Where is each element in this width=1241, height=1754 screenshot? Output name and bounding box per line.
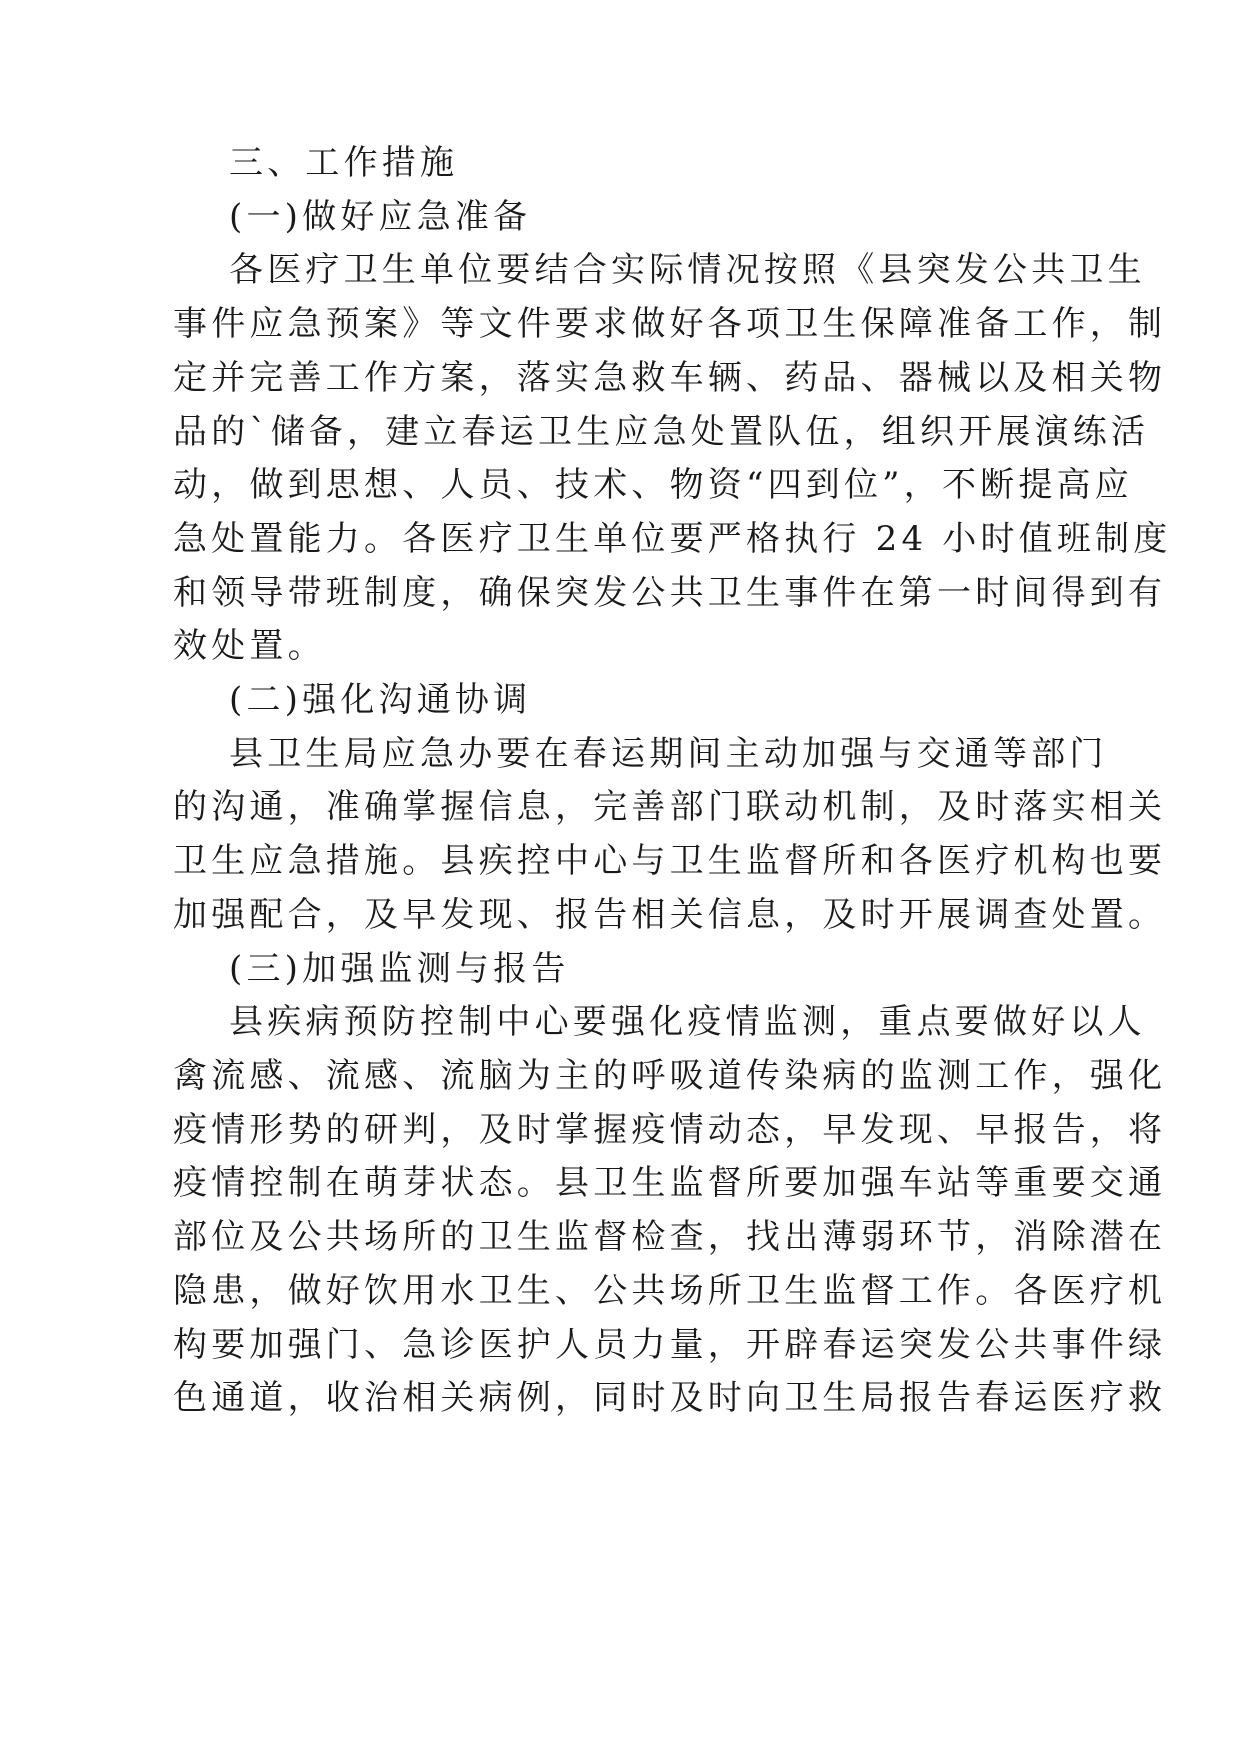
paragraph-line: 加强配合，及早发现、报告相关信息，及时开展调查处置。 (173, 895, 1167, 935)
paragraph-line: 卫生应急措施。县疾控中心与卫生监督所和各医疗机构也要 (173, 841, 1167, 881)
paragraph-line: 疫情控制在萌芽状态。县卫生监督所要加强车站等重要交通 (173, 1163, 1167, 1203)
paragraph-line: 品的`储备，建立春运卫生应急处置队伍，组织开展演练活 (173, 412, 1150, 452)
paragraph-line: 各医疗卫生单位要结合实际情况按照《县突发公共卫生 (229, 250, 1146, 290)
paragraph-line: 构要加强门、急诊医护人员力量，开辟春运突发公共事件绿 (173, 1325, 1167, 1365)
paragraph-line: 疫情形势的研判，及时掌握疫情动态，早发现、早报告，将 (173, 1110, 1167, 1150)
paragraph-line: 动，做到思想、人员、技术、物资“四到位”，不断提高应 (173, 465, 1133, 505)
paragraph-line: 禽流感、流感、流脑为主的呼吸道传染病的监测工作，强化 (173, 1056, 1167, 1096)
paragraph-line: 急处置能力。各医疗卫生单位要严格执行 24 小时值班制度 (173, 519, 1172, 559)
paragraph-line: 效处置。 (173, 626, 326, 666)
paragraph-line: 事件应急预案》等文件要求做好各项卫生保障准备工作，制 (173, 304, 1167, 344)
paragraph-line: 县疾病预防控制中心要强化疫情监测，重点要做好以人 (229, 1002, 1146, 1042)
paragraph-line: 部位及公共场所的卫生监督检查，找出薄弱环节，消除潜在 (173, 1217, 1167, 1257)
paragraph-line: 和领导带班制度，确保突发公共卫生事件在第一时间得到有 (173, 573, 1167, 613)
paragraph-line: 的沟通，准确掌握信息，完善部门联动机制，及时落实相关 (173, 787, 1167, 827)
paragraph-line: 县卫生局应急办要在春运期间主动加强与交通等部门 (229, 734, 1108, 774)
subsection-heading: (三)加强监测与报告 (229, 949, 570, 989)
paragraph-line: 定并完善工作方案，落实急救车辆、药品、器械以及相关物 (173, 358, 1167, 398)
paragraph-line: 色通道，收治相关病例，同时及时向卫生局报告春运医疗救 (173, 1378, 1167, 1418)
subsection-heading: (二)强化沟通协调 (229, 680, 532, 720)
section-heading: 三、工作措施 (229, 143, 459, 183)
subsection-heading: (一)做好应急准备 (229, 197, 532, 237)
paragraph-line: 隐患，做好饮用水卫生、公共场所卫生监督工作。各医疗机 (173, 1271, 1167, 1311)
